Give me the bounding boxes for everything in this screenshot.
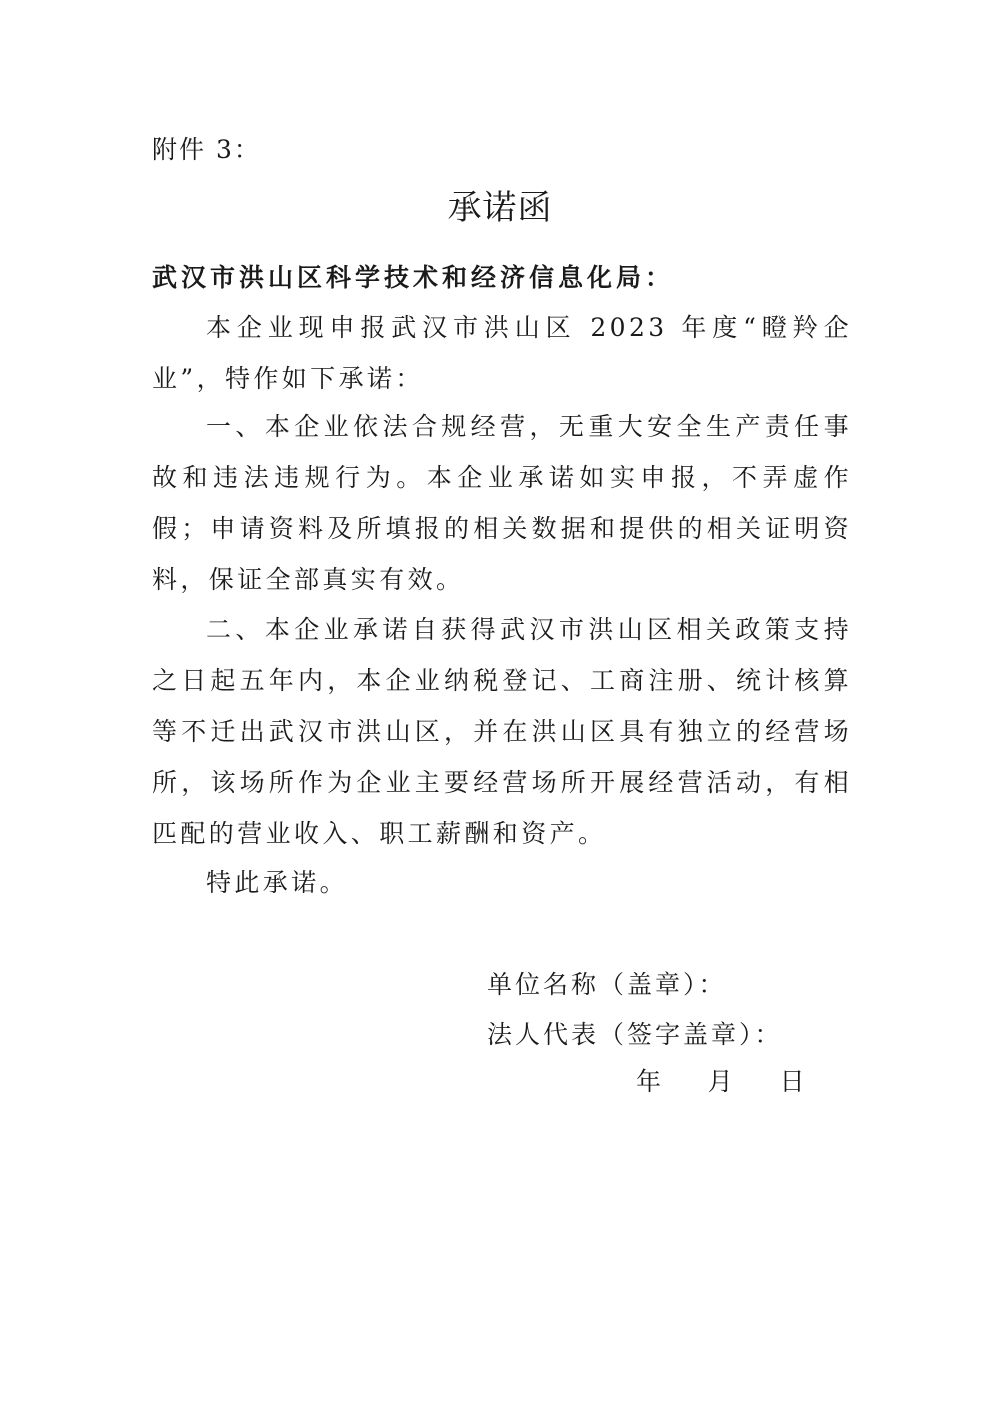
attachment-label: 附件 3：	[152, 135, 261, 164]
paragraph-commitment-two: 二、本企业承诺自获得武汉市洪山区相关政策支持之日起五年内，本企业纳税登记、工商注册、统计核算等不迁出武汉市洪山区，并在洪山区具有独立的经营场所，该场所作为企业主要经营场所开展经营活动，有相匹配的营业收入、职工薪酬和资产。	[152, 615, 852, 848]
document-title: 承诺函	[447, 188, 553, 228]
paragraph-closing: 特此承诺。	[206, 868, 349, 897]
paragraph-intro: 本企业现申报武汉市洪山区 2023 年度“瞪羚企业”，特作如下承诺：	[152, 313, 852, 393]
paragraph-commitment-one: 一、本企业依法合规经营，无重大安全生产责任事故和违法违规行为。本企业承诺如实申报，不弄虚作假；申请资料及所填报的相关数据和提供的相关证明资料，保证全部真实有效。	[152, 412, 852, 594]
unit-name-label: 单位名称（盖章）：	[487, 970, 727, 999]
date-line: 年 月 日	[636, 1067, 808, 1096]
recipient-line: 武汉市洪山区科学技术和经济信息化局：	[152, 263, 675, 292]
legal-rep-label: 法人代表（签字盖章）：	[487, 1020, 783, 1049]
